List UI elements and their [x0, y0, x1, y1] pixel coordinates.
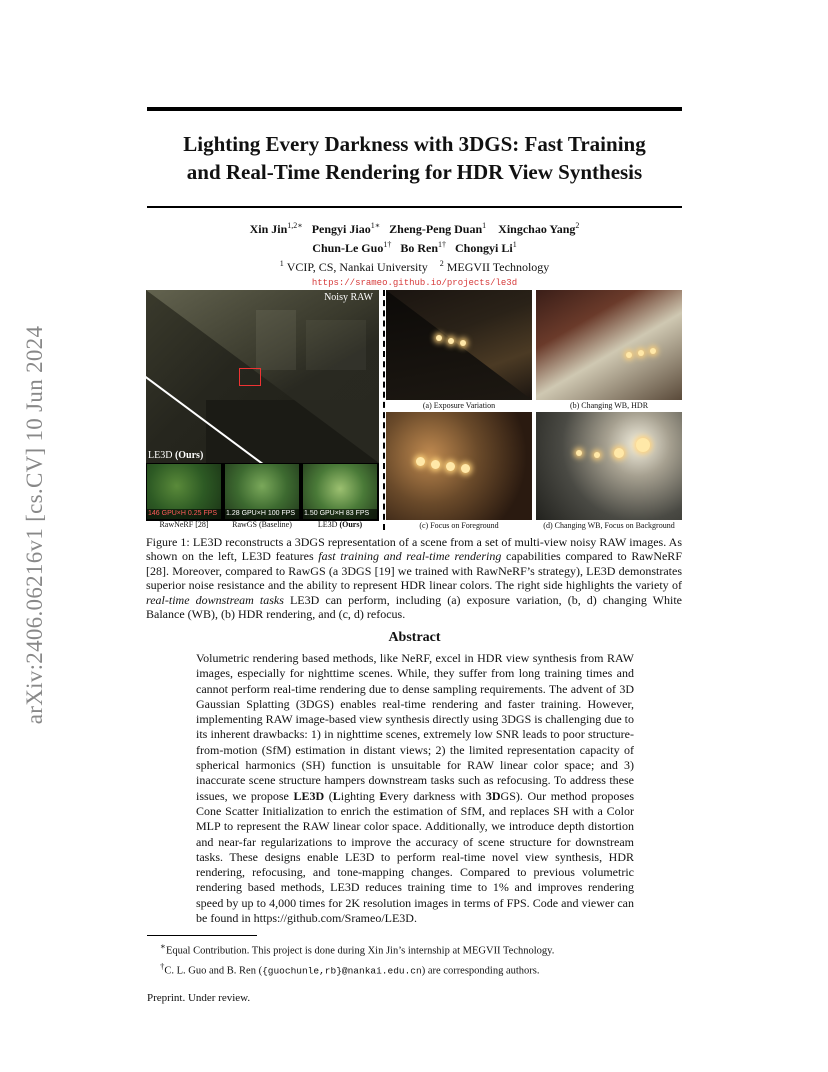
- abstract-bold: 3D: [485, 788, 501, 803]
- abstract-bold: LE3D: [293, 788, 325, 803]
- light-dot: [446, 462, 455, 471]
- project-url-link[interactable]: https://srameo.github.io/projects/le3d: [311, 278, 518, 288]
- footnote-email: {guochunle,rb}@nankai.edu.cn: [262, 965, 422, 976]
- caption-a: (a) Exposure Variation: [422, 401, 496, 410]
- label-le3d-prefix: LE3D: [148, 450, 175, 461]
- abstract-body: [196, 651, 634, 926]
- light-dot: [460, 340, 466, 346]
- dark-triangle: [386, 290, 532, 400]
- aff-sup: 1: [279, 259, 284, 268]
- thumb-stats: [225, 509, 299, 519]
- figure-1: [146, 290, 682, 530]
- footnote-text: Equal Contribution. This project is done during Xin Jin’s internship at MEGVII Technology.: [165, 945, 555, 957]
- light-dot: [636, 438, 650, 452]
- abstract-text: Volumetric rendering based methods, like NeRF, excel in HDR view synthesis from RAW images, especially for nighttime scenes. While, they suffer from long training times and cannot perform real-time rendering due to dense sampling requirements. The advent of 3D Gaussian Splatting (3DGS) enables real-time rendering and faster training. However, implementing RAW image-based view synthesis directly using 3DGS is challenging due to its inherent drawbacks: 1) in nighttime scenes, extremely low SNR leads to poor structure-from-motion (SfM) estimation in distant views; 2) the limited representation capacity of spherical harmonics (SH) function is unsuitable for RAW linear color space; and 3) inaccurate scene structure hampers downstream tasks such as refocusing. To address these issues, we propose: [196, 651, 634, 803]
- label-noisy-raw: Noisy RAW: [324, 292, 373, 303]
- main-comparison-image: [146, 290, 379, 463]
- label-le3d-bold: (Ours): [174, 450, 204, 461]
- abstract-heading: Abstract: [388, 630, 441, 645]
- thumb-caption-le3d-bold: (Ours): [339, 520, 363, 529]
- stat-gpu: 146 GPU×H: [148, 510, 186, 517]
- aff-sup: 2: [439, 259, 444, 268]
- author-name: Xin Jin: [249, 222, 288, 236]
- author-sup: 2: [575, 221, 580, 230]
- arxiv-sidebar-stamp: [20, 290, 50, 760]
- light-dot: [626, 352, 632, 358]
- abstract-bold: E: [379, 788, 388, 803]
- light-dot: [431, 460, 440, 469]
- caption-c: (c) Focus on Foreground: [419, 521, 499, 530]
- author-block: [147, 218, 682, 291]
- thumb-stats: [147, 509, 221, 519]
- light-dot: [576, 450, 582, 456]
- thumb-caption-rawgs: RawGS (Baseline): [232, 520, 292, 529]
- light-dot: [650, 348, 656, 354]
- caption-text: LE3D can perform, including (a) exposure variation, (b, d) changing White Balance (WB), (b) HDR rendering, and (c, d) refocus.: [146, 592, 682, 622]
- caption-b: (b) Changing WB, HDR: [569, 401, 649, 410]
- paper-title: [147, 130, 682, 186]
- caption-emphasis: real-time downstream tasks: [146, 592, 284, 607]
- thumb-le3d: [303, 464, 377, 519]
- panel-exposure-variation: [386, 290, 532, 400]
- abstract-text: ighting: [340, 788, 380, 803]
- stat-gpu: 1.28 GPU×H: [226, 510, 266, 517]
- label-le3d: [148, 450, 203, 461]
- light-dot: [638, 350, 644, 356]
- panel-focus-foreground: [386, 412, 532, 520]
- stat-fps: 83 FPS: [345, 510, 370, 517]
- light-dot: [594, 452, 600, 458]
- author-name: Bo Ren: [400, 241, 438, 255]
- author-name: Zheng-Peng Duan: [389, 222, 483, 236]
- author-name: Chongyi Li: [455, 241, 513, 255]
- preprint-notice: Preprint. Under review.: [147, 992, 251, 1004]
- title-rule-top: [147, 107, 682, 111]
- footnote-text: ) are corresponding authors.: [421, 965, 540, 976]
- abstract-bold: L: [332, 788, 341, 803]
- panel-focus-background: [536, 412, 682, 520]
- author-sup: 1†: [438, 240, 446, 249]
- author-line-2: [147, 237, 682, 256]
- author-sup: 1: [512, 240, 517, 249]
- author-sup: 1: [482, 221, 487, 230]
- author-name: Pengyi Jiao: [311, 222, 371, 236]
- affiliation-1: VCIP, CS, Nankai University: [286, 260, 428, 274]
- footnote-2: [160, 959, 682, 979]
- caption-text: Figure 1: LE3D reconstructs a 3DGS representation of a scene from a set of multi-view noisy RAW images. As shown on the left, LE3D features: [146, 535, 682, 564]
- thumb-rawgs: [225, 464, 299, 519]
- title-rule-bottom: [147, 206, 682, 208]
- author-line-1: [147, 218, 682, 237]
- affiliations: [147, 256, 682, 275]
- light-dot: [614, 448, 624, 458]
- title-line-1: Lighting Every Darkness with 3DGS: Fast Training: [183, 132, 646, 156]
- footnote-mark: ∗: [160, 941, 166, 951]
- abstract-text: GS). Our method proposes Cone Scatter Initialization to enrich the estimation of SfM, and replaces SH with a Color MLP to represent the RAW linear color space. Additionally, we introduce depth distortion and near-far regularizations to improve the accuracy of scene structure for downstream tasks. These designs enable LE3D to perform real-time novel view synthesis, HDR rendering, refocusing, and tone-mapping changes. Compared to previous volumetric rendering based methods, LE3D reduces training time to 1% and improves rendering speed by up to 4,000 times for 2K resolution images in terms of FPS. Code and viewer can be found in https://github.com/Srameo/LE3D.: [196, 788, 634, 926]
- footnote-1: [160, 939, 682, 959]
- light-dot: [416, 457, 425, 466]
- abstract-text: very darkness with: [387, 788, 486, 803]
- caption-d: (d) Changing WB, Focus on Background: [543, 521, 675, 530]
- stat-fps: 0.25 FPS: [187, 510, 218, 517]
- thumb-stats: [303, 509, 377, 519]
- panel-changing-wb-hdr: [536, 290, 682, 400]
- light-dot: [461, 464, 470, 473]
- thumb-caption-le3d-prefix: LE3D: [317, 520, 340, 529]
- footnote-rule: [147, 935, 257, 936]
- figure-caption: [146, 535, 682, 621]
- abstract-text: (: [324, 788, 333, 803]
- author-name: Chun-Le Guo: [312, 241, 384, 255]
- affiliation-2: MEGVII Technology: [446, 260, 550, 274]
- light-dot: [436, 335, 442, 341]
- author-sup: 1,2∗: [287, 221, 303, 230]
- footnote-mark: †: [160, 960, 165, 971]
- caption-text: capabilities compared to RawNeRF [28]. Moreover, compared to RawGS (a 3DGS [19] we trained with RawNeRF’s strategy), LE3D demonstrates superior noise resistance and the ability to represent HDR linear colors. The right side highlights the variety of: [146, 549, 682, 593]
- thumbnail-strip: [146, 463, 379, 521]
- zoom-box: [239, 368, 261, 386]
- author-name: Xingchao Yang: [498, 222, 576, 236]
- arxiv-id: arXiv:2406.06216v1 [cs.CV] 10 Jun 2024: [22, 325, 47, 725]
- author-sup: 1†: [383, 240, 392, 249]
- thumb-caption-le3d: [303, 520, 377, 529]
- author-sup: 1∗: [370, 221, 381, 230]
- stat-fps: 100 FPS: [267, 510, 296, 517]
- title-line-2: and Real-Time Rendering for HDR View Synthesis: [186, 160, 643, 184]
- thumb-caption-rawnerf: RawNeRF [28]: [159, 520, 209, 529]
- stat-gpu: 1.50 GPU×H: [304, 510, 344, 517]
- footnotes: [160, 939, 682, 978]
- figure-separator: [383, 290, 385, 530]
- footnote-text: C. L. Guo and B. Ren (: [164, 965, 263, 976]
- thumb-rawnerf: [147, 464, 221, 519]
- caption-emphasis: fast training and real-time rendering: [318, 549, 502, 564]
- light-dot: [448, 338, 454, 344]
